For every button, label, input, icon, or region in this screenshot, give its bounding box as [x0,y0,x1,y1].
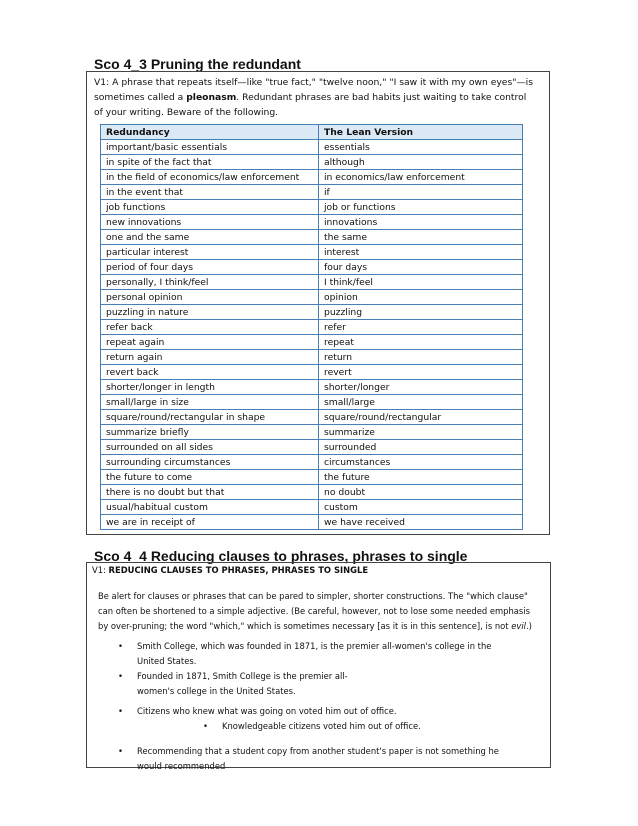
table-row [101,305,523,320]
lean-version-cell: no doubt [319,485,523,500]
redundancy-cell: particular interest [101,245,319,260]
lean-version-cell: puzzling [319,305,523,320]
redundancy-cell: we are in receipt of [101,515,319,530]
redundancy-cell: refer back [101,320,319,335]
bullet-text: Recommending that a student copy from another student's paper is not something he would recommended [137,746,499,771]
redundancy-cell: new innovations [101,215,319,230]
table-row [101,320,523,335]
lean-version-cell: job or functions [319,200,523,215]
reducing-paragraph [98,589,538,634]
lean-version-cell: I think/feel [319,275,523,290]
table-row [101,410,523,425]
lean-version-cell: return [319,350,523,365]
lean-version-cell: summarize [319,425,523,440]
redundancy-cell: surrounded on all sides [101,440,319,455]
redundancy-cell: personal opinion [101,290,319,305]
label-title: REDUCING CLAUSES TO PHRASES, PHRASES TO SINGLE [108,565,369,575]
table-row [101,500,523,515]
lean-version-cell: in economics/law enforcement [319,170,523,185]
bullet-text: Founded in 1871, Smith College is the premier all-women's college in the United States. [137,671,348,696]
table-row [101,170,523,185]
redundancy-cell: in spite of the fact that [101,155,319,170]
lean-version-cell: if [319,185,523,200]
column-header-redundancy: Redundancy [101,125,319,140]
lean-version-cell: shorter/longer [319,380,523,395]
redundancy-cell: small/large in size [101,395,319,410]
bullet: • [118,706,123,716]
table-row [101,425,523,440]
table-row [101,365,523,380]
table-row [101,200,523,215]
lean-version-cell: four days [319,260,523,275]
redundancy-table [100,124,523,530]
redundancy-cell: important/basic essentials [101,140,319,155]
table-row [101,440,523,455]
redundancy-cell: one and the same [101,230,319,245]
table-row [101,380,523,395]
reducing-text-end: .) [526,621,532,631]
reducing-text: Be alert for clauses or phrases that can be pared to simpler, shorter constructions. The "which clause" can often be shortened to a simple adjective. (Be careful, however, not to lose some needed emphasis by over-pruning; the word "which," which is sometimes necessary [as it is in this sentence], is not [98,591,530,631]
bullet-text: Smith College, which was founded in 1871, is the premier all-women's college in the United States. [137,641,492,666]
label-prefix: V1: [92,565,109,575]
table-row [101,230,523,245]
list-item [203,719,522,734]
bullet: • [118,746,123,756]
lean-version-cell: the future [319,470,523,485]
redundancy-cell: summarize briefly [101,425,319,440]
section-heading-reducing: Sco 4_4 Reducing clauses to phrases, phrases to single [94,548,468,564]
bullet: • [118,641,123,651]
lean-version-cell: square/round/rectangular [319,410,523,425]
table-row [101,335,523,350]
table-row [101,260,523,275]
list-item [118,669,362,699]
column-header-lean-version: The Lean Version [319,125,523,140]
list-item [118,704,537,719]
table-row [101,515,523,530]
redundancy-cell: in the field of economics/law enforcement [101,170,319,185]
lean-version-cell: interest [319,245,523,260]
table-row [101,245,523,260]
intro-text: V1: A phrase that repeats itself—like "true fact," "twelve noon," "I saw it with my own eyes"—is sometimes called a [94,77,534,103]
redundancy-cell: shorter/longer in length [101,380,319,395]
list-item [118,744,512,774]
lean-version-cell: custom [319,500,523,515]
bullet-text: Knowledgeable citizens voted him out of office. [222,721,421,731]
evil-word: evil [511,621,526,631]
lean-version-cell: we have received [319,515,523,530]
lean-version-cell: the same [319,230,523,245]
lean-version-cell: revert [319,365,523,380]
lean-version-cell: although [319,155,523,170]
redundancy-cell: there is no doubt but that [101,485,319,500]
redundancy-cell: the future to come [101,470,319,485]
table-row [101,455,523,470]
table-row [101,470,523,485]
table-row [101,350,523,365]
redundancy-cell: in the event that [101,185,319,200]
redundancy-cell: job functions [101,200,319,215]
list-item [118,639,507,669]
table-row [101,395,523,410]
lean-version-cell: surrounded [319,440,523,455]
lean-version-cell: essentials [319,140,523,155]
lean-version-cell: innovations [319,215,523,230]
lean-version-cell: opinion [319,290,523,305]
table-row [101,140,523,155]
redundancy-cell: period of four days [101,260,319,275]
table-row [101,485,523,500]
reducing-section-box [86,562,551,771]
redundancy-cell: return again [101,350,319,365]
redundancy-cell: square/round/rectangular in shape [101,410,319,425]
lean-version-cell: refer [319,320,523,335]
bullet: • [203,721,208,731]
redundancy-cell: puzzling in nature [101,305,319,320]
bullet: • [118,671,123,681]
table-row [101,215,523,230]
table-row [101,275,523,290]
table-row [101,155,523,170]
pruning-section-box [86,71,550,535]
redundancy-cell: personally, I think/feel [101,275,319,290]
redundancy-cell: repeat again [101,335,319,350]
section-label [92,565,368,575]
lean-version-cell: repeat [319,335,523,350]
redundancy-cell: surrounding circumstances [101,455,319,470]
redundancy-cell: usual/habitual custom [101,500,319,515]
section-heading-pruning: Sco 4_3 Pruning the redundant [94,56,301,72]
lean-version-cell: circumstances [319,455,523,470]
pleonasm-term: pleonasm [186,92,237,103]
lean-version-cell: small/large [319,395,523,410]
bullet-text: Citizens who knew what was going on voted him out of office. [137,706,397,716]
intro-text-end: . Redundant phrases are bad habits just waiting to take control of your writing. Beware of the following. [94,92,527,118]
table-row [101,290,523,305]
intro-paragraph [94,75,534,120]
table-header-row [101,125,523,140]
redundancy-cell: revert back [101,365,319,380]
table-row [101,185,523,200]
